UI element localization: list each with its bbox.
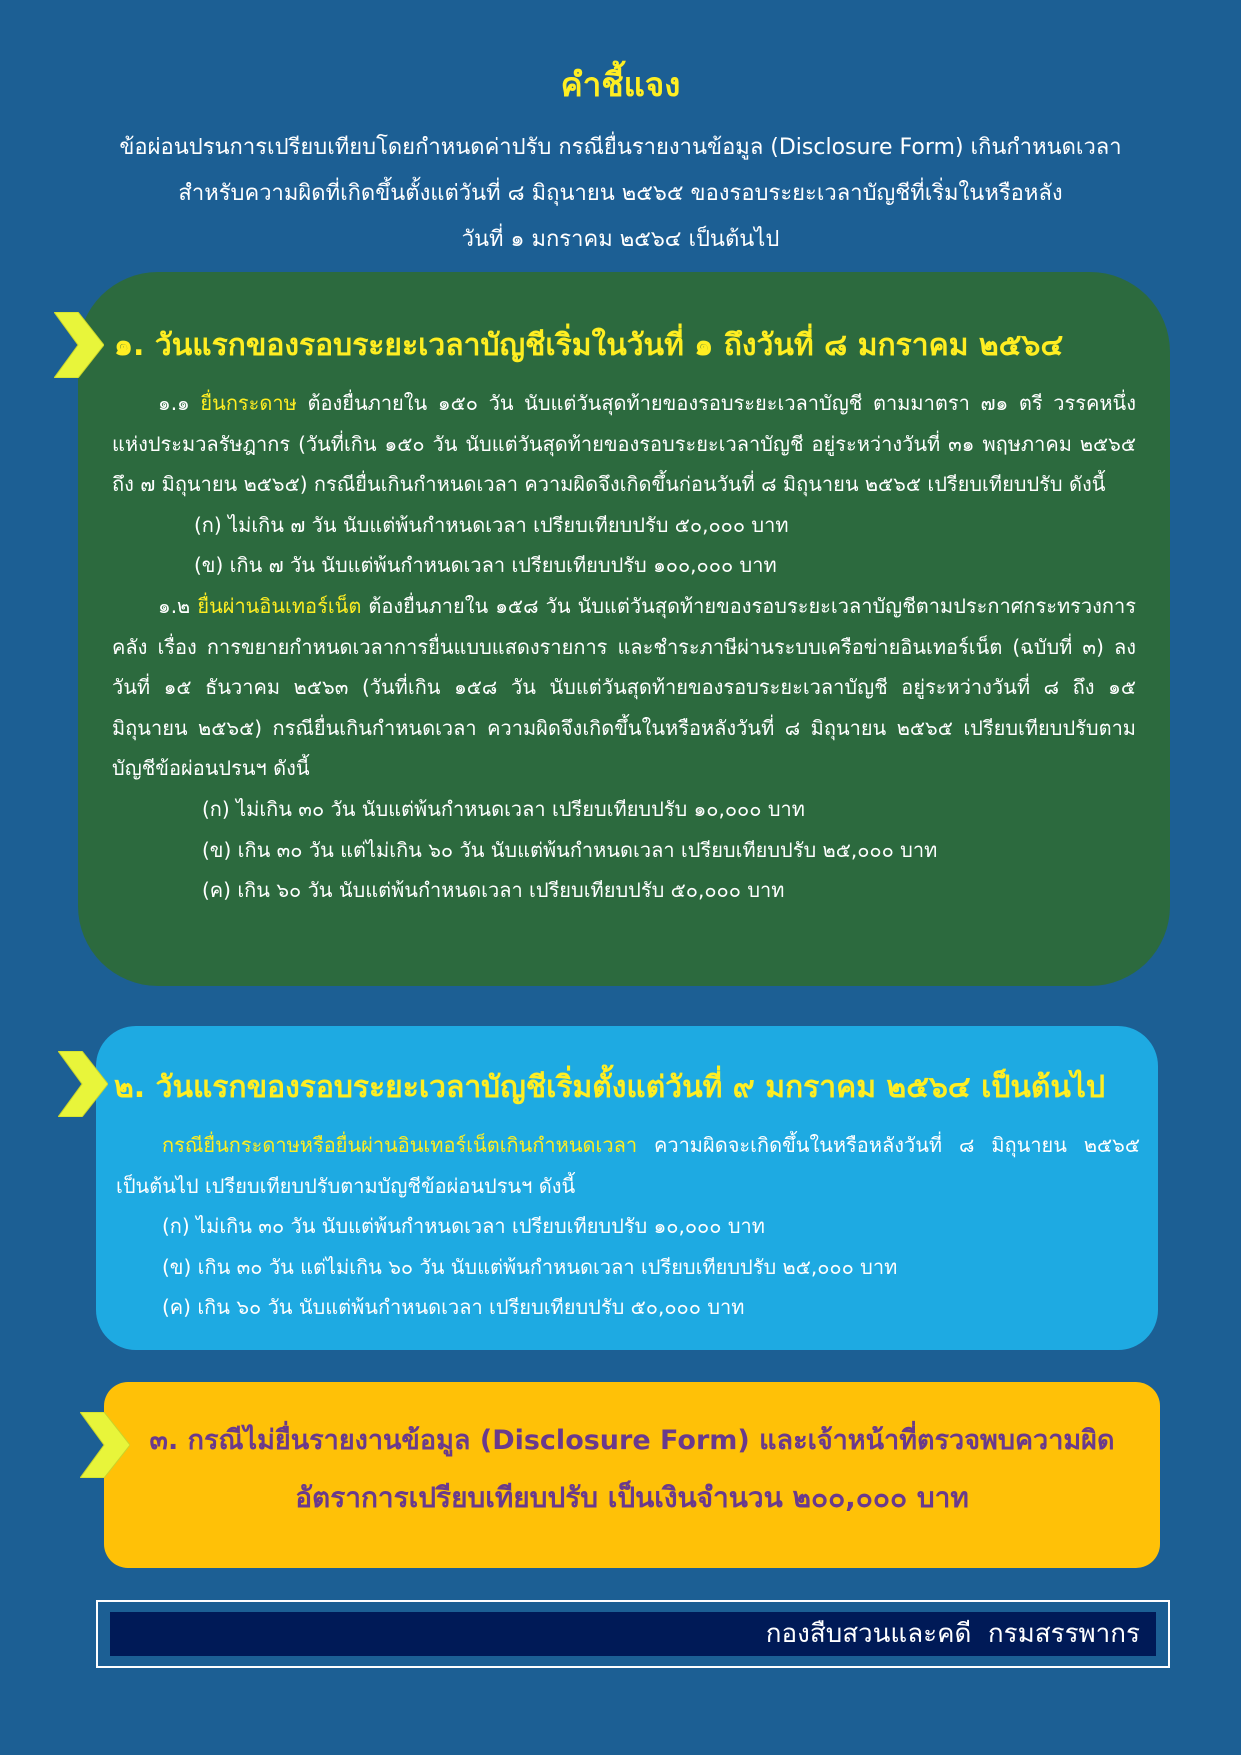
section-2-paragraph — [116, 1125, 1140, 1206]
section-2-body — [116, 1125, 1140, 1328]
paragraph-number: ๑.๒ — [158, 593, 198, 618]
section-3-text — [104, 1414, 1160, 1528]
footer-frame — [96, 1600, 1170, 1668]
intro-line-3: วันที่ ๑ มกราคม ๒๕๖๔ เป็นต้นไป — [461, 227, 780, 252]
section-2-item-b: (ข) เกิน ๓๐ วัน แต่ไม่เกิน ๖๐ วัน นับแต่พ้นกำหนดเวลา เปรียบเทียบปรับ ๒๕,๐๐๐ บาท — [162, 1254, 898, 1279]
document-title: คำชี้แจง — [560, 65, 681, 104]
intro-line-2: สำหรับความผิดที่เกิดขึ้นตั้งแต่วันที่ ๘ มิถุนายน ๒๕๖๕ ของรอบระยะเวลาบัญชีที่เริ่มในหรือหลัง — [178, 181, 1063, 206]
section-3-line-2: อัตราการเปรียบเทียบปรับ เป็นเงินจำนวน ๒๐๐,๐๐๐ บาท — [295, 1481, 969, 1514]
section-2-item-a: (ก) ไม่เกิน ๓๐ วัน นับแต่พ้นกำหนดเวลา เปรียบเทียบปรับ ๑๐,๐๐๐ บาท — [162, 1214, 765, 1239]
section-1-body — [112, 383, 1136, 911]
section-1-2-item-a: (ก) ไม่เกิน ๓๐ วัน นับแต่พ้นกำหนดเวลา เปรียบเทียบปรับ ๑๐,๐๐๐ บาท — [202, 796, 805, 821]
section-1-2-item-c: (ค) เกิน ๖๐ วัน นับแต่พ้นกำหนดเวลา เปรียบเทียบปรับ ๕๐,๐๐๐ บาท — [202, 878, 785, 903]
paragraph-number: ๑.๑ — [158, 391, 201, 415]
footer-bar — [110, 1612, 1156, 1656]
section-1-1-item-b: (ข) เกิน ๗ วัน นับแต่พ้นกำหนดเวลา เปรียบเทียบปรับ ๑๐๐,๐๐๐ บาท — [194, 553, 777, 578]
paragraph-text: ต้องยื่นภายใน ๑๕๐ วัน นับแต่วันสุดท้ายของรอบระยะเวลาบัญชี ตามมาตรา ๗๑ ตรี วรรคหนึ่ง แห่งประมวลรัษฎากร (วันที่เกิน ๑๕๐ วัน นับแต่วันสุดท้ายของรอบระยะเวลาบัญชี อยู่ระหว่างวันที่ ๓๑ พฤษภาคม ๒๕๖๕ ถึง ๗ มิถุนายน ๒๕๖๕) กรณียื่นเกินกำหนดเวลา ความผิดจึงเกิดขึ้นก่อนวันที่ ๘ มิถุนายน ๒๕๖๕ เปรียบเทียบปรับ ดังนี้ — [112, 391, 1136, 497]
footer-agency-name: กองสืบสวนและคดี กรมสรรพากร — [765, 1619, 1140, 1649]
section-1-title: ๑. วันแรกของรอบระยะเวลาบัญชีเริ่มในวันที่ ๑ ถึงวันที่ ๘ มกราคม ๒๕๖๔ — [114, 328, 1064, 363]
paragraph-text: ต้องยื่นภายใน ๑๕๘ วัน นับแต่วันสุดท้ายของรอบระยะเวลาบัญชีตามประกาศกระทรวงการคลัง เรื่อง การขยายกำหนดเวลาการยื่นแบบแสดงรายการ และชำระภาษีผ่านระบบเครือข่ายอินเทอร์เน็ต (ฉบับที่ ๓) ลงวันที่ ๑๕ ธันวาคม ๒๕๖๓ (วันที่เกิน ๑๕๘ วัน นับแต่วันสุดท้ายของรอบระยะเวลาบัญชี อยู่ระหว่างวันที่ ๘ ถึง ๑๕ มิถุนายน ๒๕๖๕) กรณียื่นเกินกำหนดเวลา ความผิดจึงเกิดขึ้นในหรือหลังวันที่ ๘ มิถุนายน ๒๕๖๕ เปรียบเทียบปรับตามบัญชีข้อผ่อนปรนฯ ดังนี้ — [112, 593, 1137, 781]
section-2-item-c: (ค) เกิน ๖๐ วัน นับแต่พ้นกำหนดเวลา เปรียบเทียบปรับ ๕๐,๐๐๐ บาท — [162, 1295, 745, 1320]
paragraph-text: ความผิดจะเกิดขึ้นในหรือหลังวันที่ ๘ มิถุนายน ๒๕๖๕ เป็นต้นไป เปรียบเทียบปรับตามบัญชีข้อผ่อนปรนฯ ดังนี้ — [116, 1133, 1140, 1198]
internet-filing-label: ยื่นผ่านอินเทอร์เน็ต — [197, 593, 362, 618]
section-3-line-1: ๓. กรณีไม่ยื่นรายงานข้อมูล (Disclosure Form) และเจ้าหน้าที่ตรวจพบความผิด — [149, 1425, 1115, 1456]
chevron-right-icon — [54, 312, 104, 378]
section-1-paragraph-1 — [112, 383, 1136, 505]
intro-line-1: ข้อผ่อนปรนการเปรียบเทียบโดยกำหนดค่าปรับ กรณียื่นรายงานข้อมูล (Disclosure Form) เกินกำหนดเวลา — [119, 135, 1122, 160]
section-1-1-item-a: (ก) ไม่เกิน ๗ วัน นับแต่พ้นกำหนดเวลา เปรียบเทียบปรับ ๕๐,๐๐๐ บาท — [194, 512, 789, 537]
section-1-2-item-b: (ข) เกิน ๓๐ วัน แต่ไม่เกิน ๖๐ วัน นับแต่พ้นกำหนดเวลา เปรียบเทียบปรับ ๒๕,๐๐๐ บาท — [202, 837, 938, 862]
chevron-right-icon — [58, 1051, 108, 1117]
section-2-title: ๒. วันแรกของรอบระยะเวลาบัญชีเริ่มตั้งแต่วันที่ ๙ มกราคม ๒๕๖๔ เป็นต้นไป — [114, 1070, 1106, 1105]
document-header — [0, 58, 1241, 263]
section-1-paragraph-2 — [112, 586, 1136, 789]
paper-filing-label: ยื่นกระดาษ — [200, 391, 297, 415]
late-filing-label: กรณียื่นกระดาษหรือยื่นผ่านอินเทอร์เน็ตเกินกำหนดเวลา — [162, 1133, 638, 1157]
